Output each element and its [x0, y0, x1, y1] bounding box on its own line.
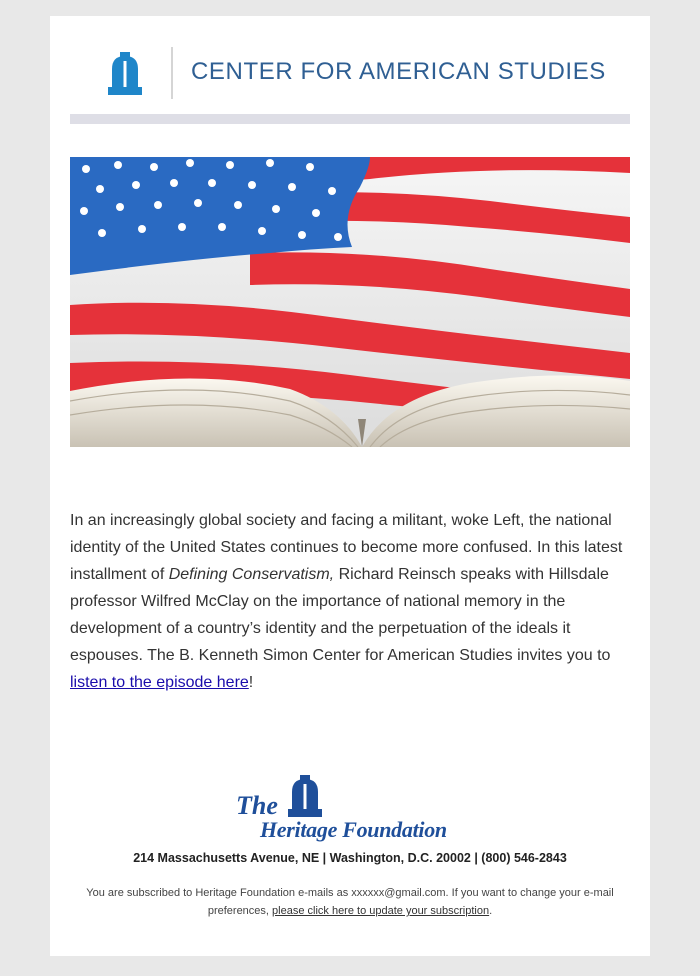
- email-header: [50, 16, 650, 116]
- body-text-part2: Richard Reinsch speaks with Hillsdale professor Wilfred McClay on the importance of national memory in the development of a country’s identity and the perpetuation of the ideals it espouses. The B. Kenneth Simon Center for American Studies invites you to: [70, 566, 611, 664]
- footer-address: 214 Massachusetts Avenue, NE | Washington, D.C. 20002 | (800) 546-2843: [133, 851, 567, 865]
- header-divider-bar: [70, 114, 630, 124]
- listen-episode-link[interactable]: listen to the episode here: [70, 674, 249, 691]
- heritage-bell-icon: [284, 775, 326, 817]
- update-subscription-link[interactable]: please click here to update your subscription: [272, 905, 490, 917]
- body-text-part1: In an increasingly global society and facing a militant, woke Left, the national identity of the United States continues to become more confused. In this latest installment of: [70, 512, 623, 583]
- subscription-notice: [70, 884, 630, 920]
- heritage-logo-the: The: [236, 791, 278, 820]
- liberty-bell-icon: [102, 51, 148, 97]
- subscription-notice-end: .: [489, 905, 493, 917]
- logo-divider: [171, 47, 173, 99]
- hero-image-flag-and-book: [70, 157, 630, 447]
- email-body-paragraph: [70, 507, 630, 696]
- subscription-notice-text: You are subscribed to Heritage Foundation e-mails as xxxxxx@gmail.com. If you want to change your e-mail preferences,: [86, 887, 614, 917]
- email-card: [50, 16, 650, 956]
- center-logo-text: CENTER FOR AMERICAN STUDIES: [191, 58, 606, 85]
- podcast-title: Defining Conservatism,: [168, 566, 335, 583]
- heritage-logo-name: Heritage Foundation: [260, 817, 447, 842]
- heritage-foundation-logo: [236, 773, 466, 843]
- body-text-end: !: [248, 674, 254, 691]
